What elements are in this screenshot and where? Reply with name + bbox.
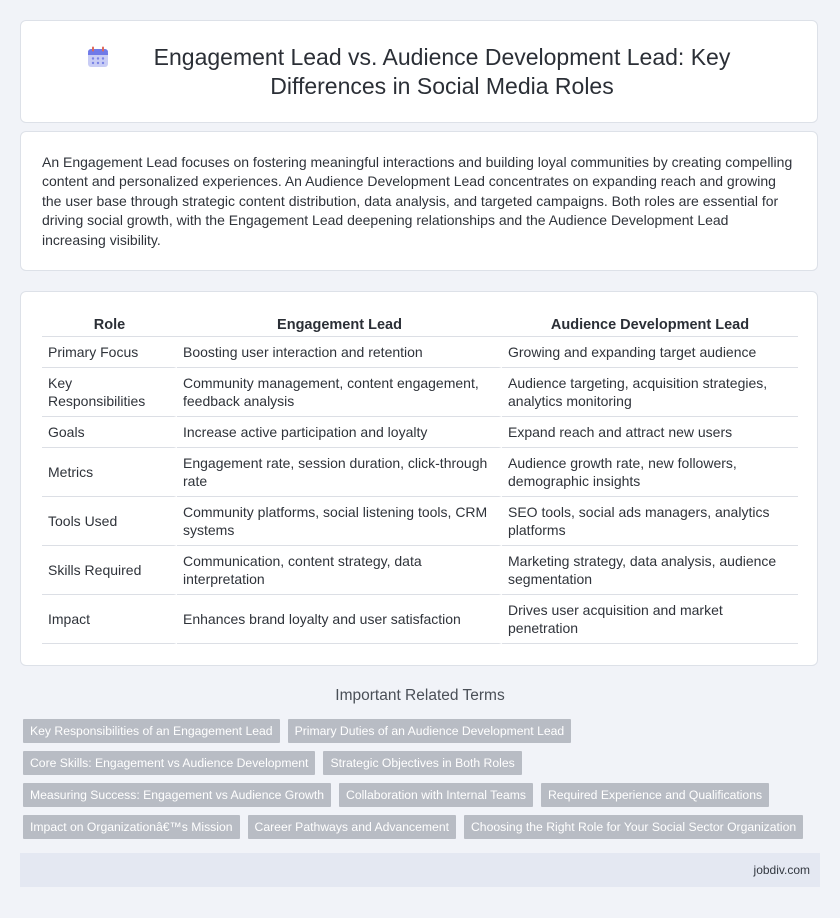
audience-cell: Drives user acquisition and market penetration <box>502 595 798 644</box>
engagement-cell: Boosting user interaction and retention <box>177 337 502 368</box>
header-engagement-lead: Engagement Lead <box>177 312 502 337</box>
table-row <box>42 417 798 448</box>
row-label: Primary Focus <box>42 337 177 368</box>
table-row <box>42 595 798 644</box>
row-label: Impact <box>42 595 177 644</box>
engagement-cell: Community platforms, social listening tools, CRM systems <box>177 497 502 546</box>
audience-cell: Marketing strategy, data analysis, audience segmentation <box>502 546 798 595</box>
table-row <box>42 497 798 546</box>
row-label: Skills Required <box>42 546 177 595</box>
engagement-cell: Increase active participation and loyalty <box>177 417 502 448</box>
related-terms-title: Important Related Terms <box>335 687 505 704</box>
related-term-tag[interactable]: Core Skills: Engagement vs Audience Development <box>23 751 315 775</box>
engagement-cell: Engagement rate, session duration, click-through rate <box>177 448 502 497</box>
table-row <box>42 448 798 497</box>
audience-cell: Audience targeting, acquisition strategies, analytics monitoring <box>502 368 798 417</box>
page-title: Engagement Lead vs. Audience Development Lead: Key Differences in Social Media Roles <box>153 43 731 99</box>
footer-site-link[interactable]: jobdiv.com <box>753 863 810 877</box>
footer <box>20 853 820 887</box>
comparison-table <box>42 312 798 644</box>
comparison-table-card <box>20 291 818 666</box>
related-term-tag[interactable]: Key Responsibilities of an Engagement Lead <box>23 719 280 743</box>
engagement-cell: Community management, content engagement, feedback analysis <box>177 368 502 417</box>
related-term-tag[interactable]: Impact on Organizationâ€™s Mission <box>23 815 240 839</box>
related-term-tag[interactable]: Primary Duties of an Audience Development Lead <box>288 719 572 743</box>
intro-card <box>20 131 818 271</box>
related-term-tag[interactable]: Choosing the Right Role for Your Social Sector Organization <box>464 815 803 839</box>
audience-cell: SEO tools, social ads managers, analytics platforms <box>502 497 798 546</box>
calendar-icon <box>86 45 110 69</box>
table-row <box>42 546 798 595</box>
related-term-tag[interactable]: Required Experience and Qualifications <box>541 783 769 807</box>
engagement-cell: Enhances brand loyalty and user satisfaction <box>177 595 502 644</box>
row-label: Goals <box>42 417 177 448</box>
header-role: Role <box>42 312 177 337</box>
header-audience-development-lead: Audience Development Lead <box>502 312 798 337</box>
tag-row <box>23 815 813 839</box>
title-wrap <box>86 27 752 116</box>
intro-paragraph: An Engagement Lead focuses on fostering meaningful interactions and building loyal communities by creating compelling content and personalized experiences. An Audience Development Lead concentrates on expanding reach and growing the user base through strategic content distribution, data analysis, and targeted campaigns. Both roles are essential for driving social growth, with the Engagement Lead deepening relationships and the Audience Development Lead increasing visibility. <box>42 154 793 248</box>
row-label: Tools Used <box>42 497 177 546</box>
header-card <box>20 20 818 123</box>
table-row <box>42 368 798 417</box>
row-label: Key Responsibilities <box>42 368 177 417</box>
related-term-tag[interactable]: Collaboration with Internal Teams <box>339 783 533 807</box>
audience-cell: Growing and expanding target audience <box>502 337 798 368</box>
table-header-row <box>42 312 798 337</box>
related-term-tag[interactable]: Career Pathways and Advancement <box>248 815 456 839</box>
audience-cell: Expand reach and attract new users <box>502 417 798 448</box>
related-term-tag[interactable]: Strategic Objectives in Both Roles <box>323 751 521 775</box>
audience-cell: Audience growth rate, new followers, demographic insights <box>502 448 798 497</box>
related-term-tag[interactable]: Measuring Success: Engagement vs Audience Growth <box>23 783 331 807</box>
related-terms <box>23 719 813 847</box>
tag-row <box>23 751 813 775</box>
tag-row <box>23 719 813 743</box>
tag-row <box>23 783 813 807</box>
engagement-cell: Communication, content strategy, data interpretation <box>177 546 502 595</box>
table-row <box>42 337 798 368</box>
row-label: Metrics <box>42 448 177 497</box>
